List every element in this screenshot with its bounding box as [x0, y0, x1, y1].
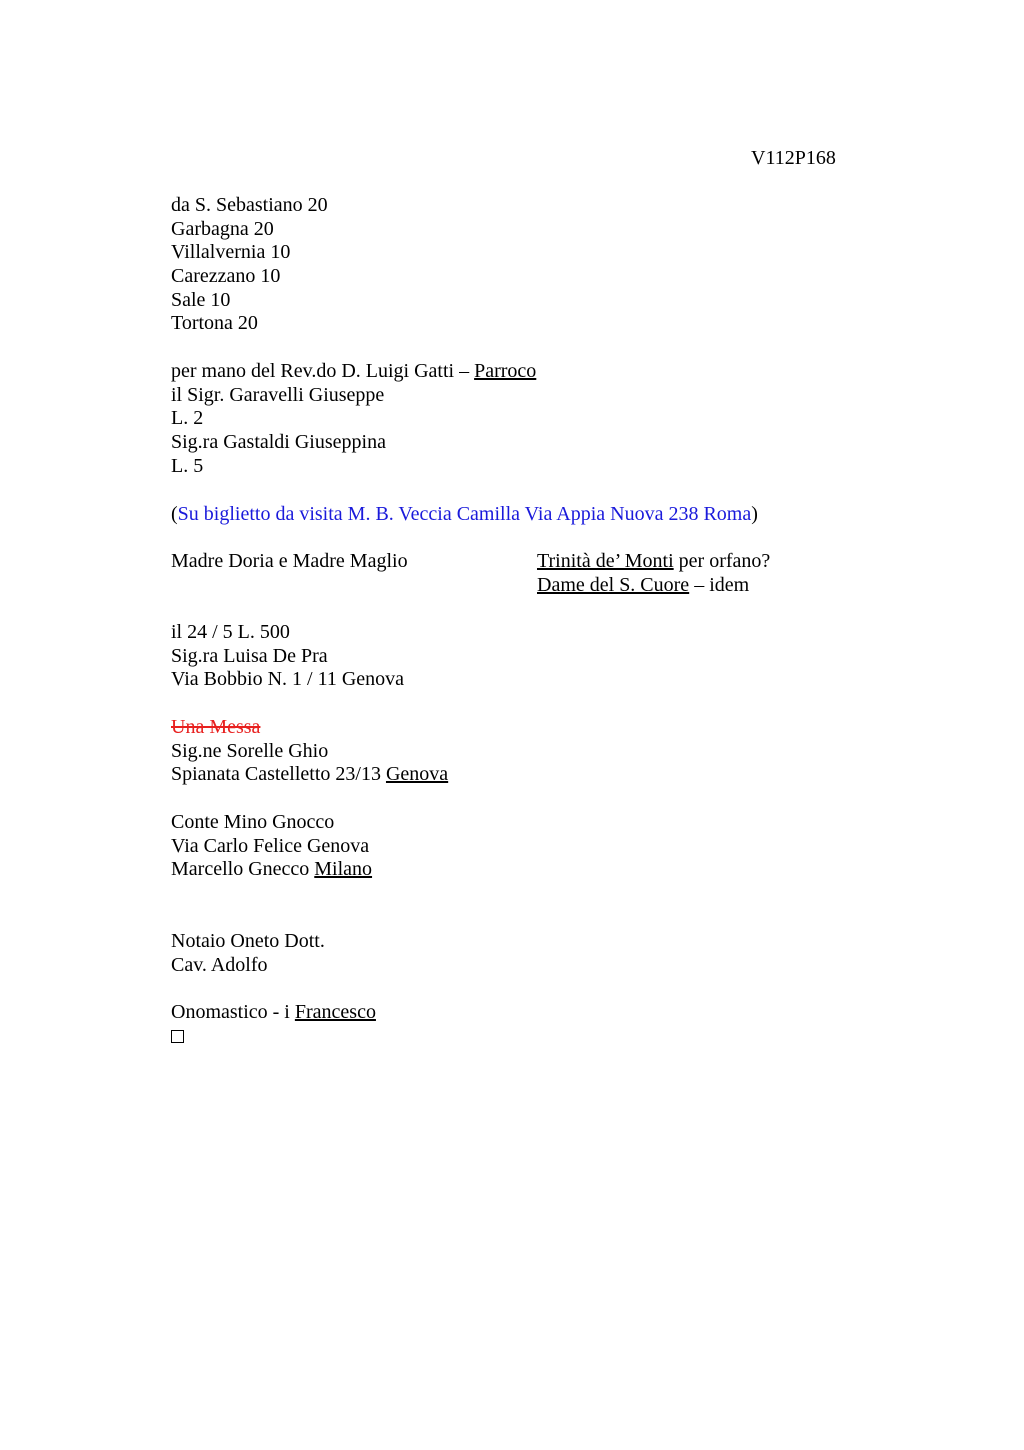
donation-line: Carezzano 10: [171, 265, 281, 288]
gatti-entry: L. 2: [171, 407, 204, 430]
dame-note: – idem: [689, 573, 750, 596]
donation-line: Tortona 20: [171, 312, 258, 335]
gatti-block: [171, 360, 536, 478]
oneto-block: [171, 930, 325, 977]
checkbox-icon: [171, 1030, 184, 1043]
page-id: V112P168: [751, 147, 836, 169]
donation-line: da S. Sebastiano 20: [171, 194, 328, 216]
depra-line: Sig.ra Luisa De Pra: [171, 644, 328, 667]
gatti-entry: L. 5: [171, 454, 204, 477]
struck-text: Una Messa: [171, 716, 261, 738]
paren-open: (: [171, 503, 178, 525]
trinita-label: Trinità de’ Monti: [537, 550, 674, 572]
gnecco-city: Milano: [314, 858, 373, 881]
gatti-line: [171, 360, 536, 384]
donations-list: [171, 194, 328, 336]
depra-line: Via Bobbio N. 1 / 11 Genova: [171, 668, 405, 691]
paren-close: ): [751, 503, 758, 525]
gnocco-block: [171, 811, 372, 882]
madri-left: [171, 550, 408, 574]
gnocco-line: Conte Mino Gnocco: [171, 811, 335, 833]
gatti-prefix: per mano del Rev.do D. Luigi Gatti –: [171, 360, 475, 382]
madri-right: [537, 550, 770, 597]
onomastico-block: [171, 1001, 376, 1048]
gnocco-line: Via Carlo Felice Genova: [171, 834, 370, 857]
onomastico-name: Francesco: [294, 1001, 376, 1023]
visiting-card-text: Su biglietto da visita M. B. Veccia Camilla Via Appia Nuova 238 Roma: [177, 503, 752, 525]
donation-line: Villalvernia 10: [171, 241, 291, 264]
gatti-role: Parroco: [474, 360, 537, 382]
donation-line: Garbagna 20: [171, 217, 274, 240]
gatti-entry: il Sigr. Garavelli Giuseppe: [171, 383, 385, 406]
gnocco-line: Marcello Gnecco Milano: [171, 858, 373, 881]
oneto-line: Cav. Adolfo: [171, 953, 268, 976]
visiting-card-note: [171, 503, 758, 527]
ghio-name: Sig.ne Sorelle Ghio: [171, 739, 329, 762]
donation-line: Sale 10: [171, 288, 231, 311]
dame-label: Dame del S. Cuore: [537, 573, 690, 596]
gatti-entry: Sig.ra Gastaldi Giuseppina: [171, 431, 386, 454]
madri-names: Madre Doria e Madre Maglio: [171, 550, 408, 572]
oneto-line: Notaio Oneto Dott.: [171, 930, 325, 952]
depra-block: [171, 621, 404, 692]
trinita-note: per orfano?: [673, 550, 771, 572]
ghio-city: Genova: [385, 763, 449, 786]
ghio-block: [171, 716, 448, 787]
depra-line: il 24 / 5 L. 500: [171, 621, 290, 643]
onomastico-line: Onomastico - i Francesco: [171, 1001, 376, 1023]
ghio-address: Spianata Castelletto 23/13 Genova: [171, 763, 449, 786]
